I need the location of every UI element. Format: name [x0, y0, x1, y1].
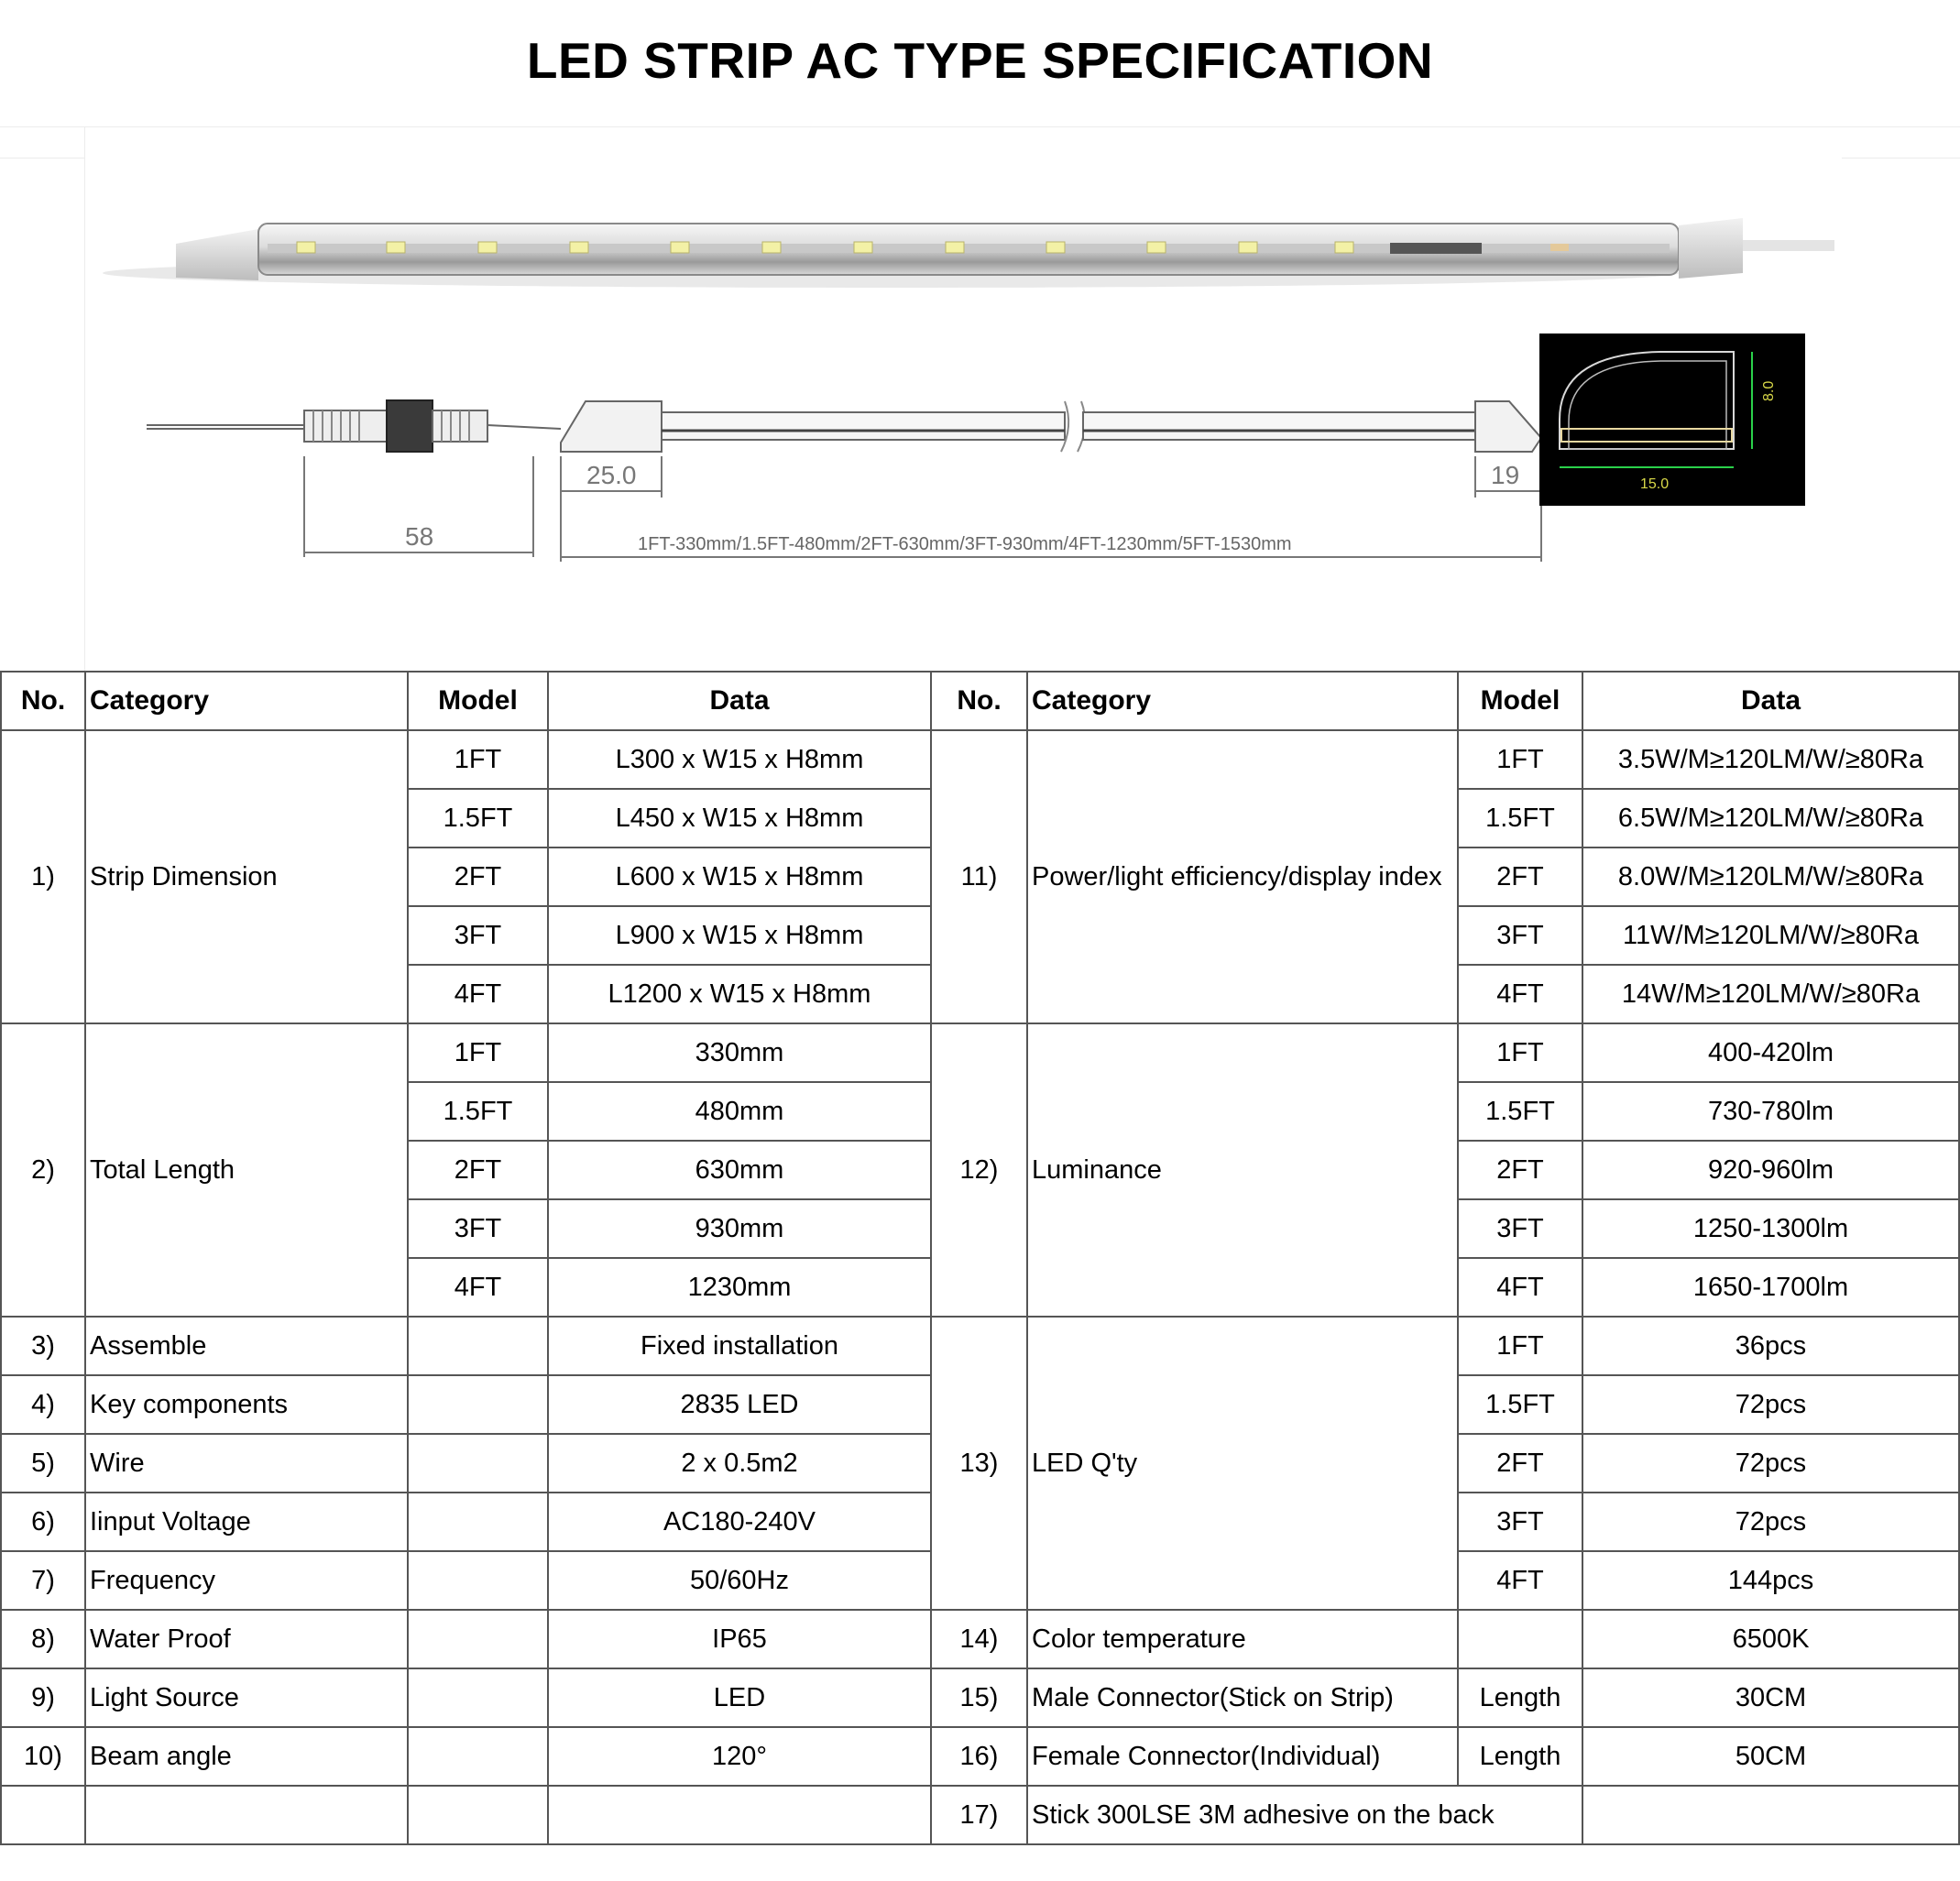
row-data: L900 x W15 x H8mm	[548, 906, 931, 965]
row-category: Color temperature	[1027, 1610, 1458, 1668]
row-data: 6500K	[1582, 1610, 1959, 1668]
table-row	[1, 1786, 1959, 1844]
row-category: Wire	[85, 1434, 408, 1493]
row-data: 1650-1700lm	[1582, 1258, 1959, 1317]
row-model: 4FT	[1458, 1551, 1582, 1610]
row-data: 480mm	[548, 1082, 931, 1141]
row-number	[1, 1786, 85, 1844]
row-model: 2FT	[1458, 1434, 1582, 1493]
row-category: Frequency	[85, 1551, 408, 1610]
row-model: Length	[1458, 1668, 1582, 1727]
row-number: 1)	[1, 730, 85, 1023]
header-no: No.	[931, 672, 1027, 730]
row-model: 1.5FT	[408, 789, 548, 848]
row-model	[408, 1551, 548, 1610]
row-number: 13)	[931, 1317, 1027, 1610]
row-number: 6)	[1, 1493, 85, 1551]
row-model	[408, 1786, 548, 1844]
product-drawing	[84, 126, 1842, 667]
row-category: Water Proof	[85, 1610, 408, 1668]
row-data: 50/60Hz	[548, 1551, 931, 1610]
row-data	[1582, 1786, 1959, 1844]
row-category	[85, 1786, 408, 1844]
row-category: Iinput Voltage	[85, 1493, 408, 1551]
row-number: 10)	[1, 1727, 85, 1786]
row-number: 12)	[931, 1023, 1027, 1317]
row-data	[548, 1786, 931, 1844]
row-category: Stick 300LSE 3M adhesive on the back	[1027, 1786, 1582, 1844]
row-model: 3FT	[408, 1199, 548, 1258]
row-model: 1.5FT	[1458, 789, 1582, 848]
strip-photo	[103, 218, 1834, 288]
row-number: 15)	[931, 1668, 1027, 1727]
table-row	[1, 1023, 1959, 1082]
row-category: Assemble	[85, 1317, 408, 1375]
row-category: Luminance	[1027, 1023, 1458, 1317]
row-model: 3FT	[408, 906, 548, 965]
dim-left-cap-label: 25.0	[586, 461, 637, 489]
row-data: 400-420lm	[1582, 1023, 1959, 1082]
row-model	[408, 1434, 548, 1493]
header-model: Model	[408, 672, 548, 730]
header-category: Category	[85, 672, 408, 730]
row-model: 3FT	[1458, 1493, 1582, 1551]
row-model: 2FT	[408, 1141, 548, 1199]
row-number: 11)	[931, 730, 1027, 1023]
row-data: 72pcs	[1582, 1493, 1959, 1551]
row-model: 1.5FT	[1458, 1082, 1582, 1141]
row-data: 144pcs	[1582, 1551, 1959, 1610]
row-number: 14)	[931, 1610, 1027, 1668]
page-title: LED STRIP AC TYPE SPECIFICATION	[526, 32, 1434, 89]
row-data: LED	[548, 1668, 931, 1727]
row-model: 1.5FT	[408, 1082, 548, 1141]
row-data: Fixed installation	[548, 1317, 931, 1375]
row-data: 630mm	[548, 1141, 931, 1199]
header-category: Category	[1027, 672, 1458, 730]
row-model: 1FT	[1458, 1023, 1582, 1082]
row-model: 3FT	[1458, 906, 1582, 965]
strip-side-drawing	[147, 400, 1541, 452]
row-data: 2 x 0.5m2	[548, 1434, 931, 1493]
row-data: 14W/M≥120LM/W/≥80Ra	[1582, 965, 1959, 1023]
row-number: 3)	[1, 1317, 85, 1375]
row-category: Strip Dimension	[85, 730, 408, 1023]
row-model	[408, 1493, 548, 1551]
row-data: 2835 LED	[548, 1375, 931, 1434]
row-number: 5)	[1, 1434, 85, 1493]
row-model: 2FT	[1458, 848, 1582, 906]
table-header-row	[1, 672, 1959, 730]
row-model: 2FT	[408, 848, 548, 906]
row-model	[408, 1375, 548, 1434]
header-data: Data	[548, 672, 931, 730]
row-data: 8.0W/M≥120LM/W/≥80Ra	[1582, 848, 1959, 906]
row-model: 2FT	[1458, 1141, 1582, 1199]
length-note: 1FT-330mm/1.5FT-480mm/2FT-630mm/3FT-930mm/4FT-1230mm/5FT-1530mm	[638, 534, 1292, 554]
cross-section-diagram	[1539, 334, 1805, 506]
row-data: 1250-1300lm	[1582, 1199, 1959, 1258]
row-model: 1FT	[408, 730, 548, 789]
row-category: Beam angle	[85, 1727, 408, 1786]
section-width-label: 15.0	[1640, 476, 1670, 492]
row-data: IP65	[548, 1610, 931, 1668]
row-data: 36pcs	[1582, 1317, 1959, 1375]
row-data: 120°	[548, 1727, 931, 1786]
row-data: 11W/M≥120LM/W/≥80Ra	[1582, 906, 1959, 965]
row-model: 1FT	[1458, 1317, 1582, 1375]
row-number: 7)	[1, 1551, 85, 1610]
row-data: L300 x W15 x H8mm	[548, 730, 931, 789]
row-category: Female Connector(Individual)	[1027, 1727, 1458, 1786]
row-data: 6.5W/M≥120LM/W/≥80Ra	[1582, 789, 1959, 848]
table-row	[1, 1610, 1959, 1668]
row-data: 3.5W/M≥120LM/W/≥80Ra	[1582, 730, 1959, 789]
row-model: 4FT	[1458, 965, 1582, 1023]
row-number: 4)	[1, 1375, 85, 1434]
row-data: L450 x W15 x H8mm	[548, 789, 931, 848]
row-number: 16)	[931, 1727, 1027, 1786]
row-data: 72pcs	[1582, 1434, 1959, 1493]
row-data: AC180-240V	[548, 1493, 931, 1551]
row-model: Length	[1458, 1727, 1582, 1786]
row-category: Light Source	[85, 1668, 408, 1727]
row-model: 1FT	[408, 1023, 548, 1082]
row-category: Total Length	[85, 1023, 408, 1317]
row-category: Male Connector(Stick on Strip)	[1027, 1668, 1458, 1727]
row-data: 920-960lm	[1582, 1141, 1959, 1199]
row-category: Power/light efficiency/display index	[1027, 730, 1458, 1023]
row-model	[408, 1317, 548, 1375]
row-model	[408, 1668, 548, 1727]
specification-table	[0, 671, 1960, 1845]
row-model: 3FT	[1458, 1199, 1582, 1258]
section-height-label: 8.0	[1761, 380, 1777, 401]
header-data: Data	[1582, 672, 1959, 730]
row-model: 1.5FT	[1458, 1375, 1582, 1434]
row-number: 8)	[1, 1610, 85, 1668]
row-model	[408, 1727, 548, 1786]
row-data: 330mm	[548, 1023, 931, 1082]
row-number: 2)	[1, 1023, 85, 1317]
row-model: 4FT	[408, 1258, 548, 1317]
table-row	[1, 1668, 1959, 1727]
row-data: L600 x W15 x H8mm	[548, 848, 931, 906]
row-number: 17)	[931, 1786, 1027, 1844]
row-model: 1FT	[1458, 730, 1582, 789]
dim-connector-label: 58	[405, 522, 434, 551]
row-data: 72pcs	[1582, 1375, 1959, 1434]
row-data: 1230mm	[548, 1258, 931, 1317]
row-data: 30CM	[1582, 1668, 1959, 1727]
row-data: 730-780lm	[1582, 1082, 1959, 1141]
row-number: 9)	[1, 1668, 85, 1727]
row-model	[1458, 1610, 1582, 1668]
table-row	[1, 730, 1959, 789]
row-model	[408, 1610, 548, 1668]
row-data: 930mm	[548, 1199, 931, 1258]
header-no: No.	[1, 672, 85, 730]
row-category: LED Q'ty	[1027, 1317, 1458, 1610]
row-data: 50CM	[1582, 1727, 1959, 1786]
table-row	[1, 1727, 1959, 1786]
row-category: Key components	[85, 1375, 408, 1434]
row-model: 4FT	[1458, 1258, 1582, 1317]
row-data: L1200 x W15 x H8mm	[548, 965, 931, 1023]
dim-right-cap-label: 19	[1491, 461, 1520, 489]
header-model: Model	[1458, 672, 1582, 730]
table-row	[1, 1317, 1959, 1375]
row-model: 4FT	[408, 965, 548, 1023]
